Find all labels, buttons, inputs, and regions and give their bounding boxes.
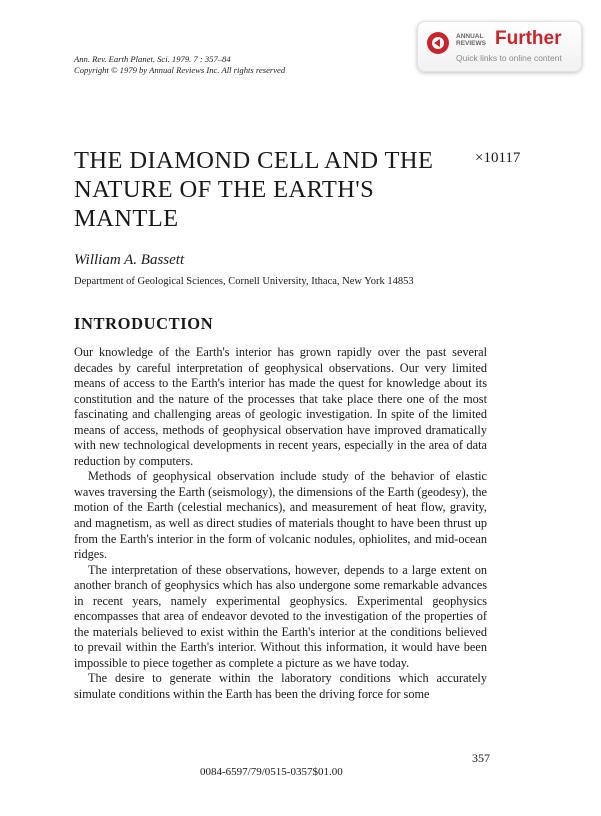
article-code: 0084-6597/79/0515-0357$01.00: [200, 766, 343, 778]
page-number: 357: [472, 751, 490, 765]
section-heading: INTRODUCTION: [74, 314, 214, 333]
journal-citation-block: [74, 54, 285, 76]
journal-citation: Ann. Rev. Earth Planet. Sci. 1979. 7 : 357–84: [74, 54, 231, 64]
author-name: William A. Bassett: [74, 252, 185, 268]
further-subtitle: Quick links to online content: [456, 53, 562, 63]
article-body: [74, 345, 487, 703]
catalog-number: ×10117: [475, 150, 521, 166]
paragraph: The interpretation of these observations, however, depends to a large extent on another branch of geophysics which has also undergone some remarkable advances in recent years, namely experimental geophysics. Experimental geophysics encompasses that area of endeavor devoted to the investigation of the properties of the materials believed to exist within the Earth's interior at the conditions believed to prevail within the Earth's interior. Without this information, it would have been impossible to piece together as complete a picture as we have today.: [74, 562, 487, 670]
paragraph: Methods of geophysical observation include study of the behavior of elastic waves traversing the Earth (seismology), the dimensions of the Earth (geodesy), the motion of the Earth (celestial mechanics), and measurement of heat flow, gravity, and magnetism, as well as direct studies of materials thought to have been thrust up from the Earth's interior in the form of volcanic nodules, ophiolites, and mid-ocean ridges.: [74, 469, 487, 562]
paragraph: The desire to generate within the laboratory conditions which accurately simulate conditions within the Earth has been the driving force for some: [74, 671, 487, 702]
further-label: Further: [495, 28, 562, 49]
article-title: THE DIAMOND CELL AND THE NATURE OF THE EARTH'S MANTLE: [74, 147, 434, 232]
copyright-notice: Copyright © 1979 by Annual Reviews Inc. All rights reserved: [74, 65, 286, 75]
further-links-badge[interactable]: [417, 21, 582, 72]
annual-reviews-logo-text: ANNUAL REVIEWS: [456, 33, 486, 47]
author-affiliation: Department of Geological Sciences, Cornell University, Ithaca, New York 14853: [74, 276, 414, 287]
back-arrow-icon: [427, 32, 449, 54]
paragraph: Our knowledge of the Earth's interior has grown rapidly over the past several decades by careful interpretation of geophysical observations. Our very limited means of access to the Earth's interior has made the quest for knowledge about its constitution and the nature of the processes that take place there one of the most fascinating and challenging areas of geologic investigation. In spite of the limited means of access, methods of geophysical observation have improved dramatically with new technological developments in recent years, especially in the area of data reduction by computers.: [74, 345, 487, 468]
